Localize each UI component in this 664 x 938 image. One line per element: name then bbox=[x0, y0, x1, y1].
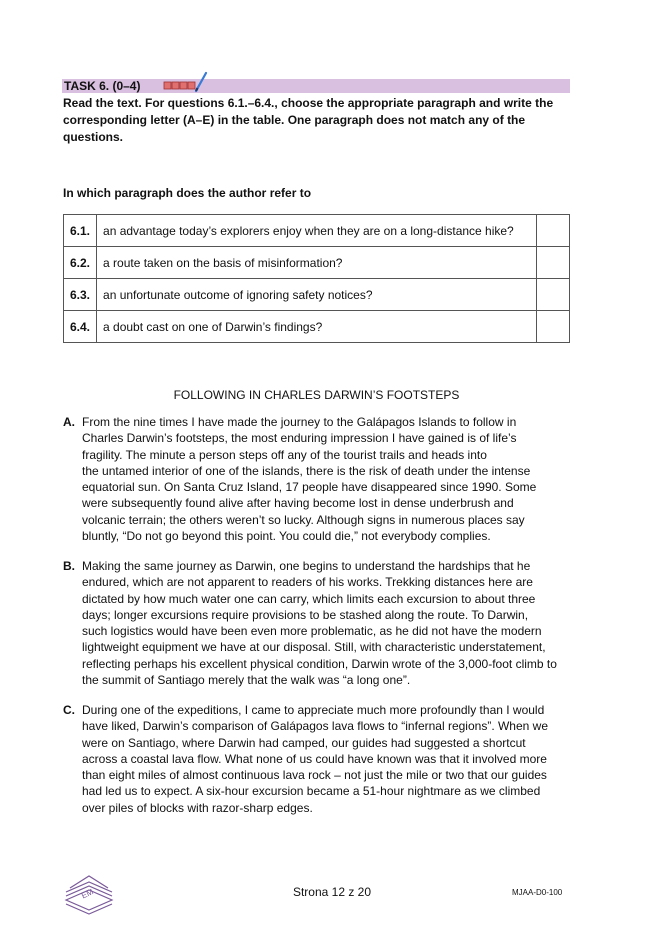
paragraph-line: Charles Darwin’s footsteps, the most enduring impression I have gained is of life’s bbox=[82, 431, 517, 446]
question-row bbox=[64, 279, 570, 311]
question-number: 6.3. bbox=[64, 279, 97, 311]
question-lead: In which paragraph does the author refer to bbox=[63, 186, 312, 200]
paragraph-line: across a coastal lava flow. What none of us could have known was that it involved more bbox=[82, 751, 547, 766]
paragraph-line: than eight miles of almost continuous lava rock – not just the mile or two that our guides bbox=[82, 768, 547, 783]
answer-cell[interactable] bbox=[537, 311, 570, 343]
document-code: MJAA-D0-100 bbox=[512, 888, 563, 897]
question-number: 6.4. bbox=[64, 311, 97, 343]
paragraph-b bbox=[63, 558, 572, 688]
answer-cell[interactable] bbox=[537, 247, 570, 279]
paragraph-line: such logistics would have been even more problematic, as he did not have the modern bbox=[82, 624, 542, 639]
question-number: 6.2. bbox=[64, 247, 97, 279]
paragraph-line: endured, which are not apparent to readers of his works. Trekking distances here are bbox=[82, 575, 533, 590]
paragraph-a bbox=[63, 414, 572, 544]
paragraph-line: the summit of Santiago merely that the walk was “a long one”. bbox=[82, 673, 411, 688]
paragraph-line: had led us to expect. A six-hour excursion became a 51-hour nightmare as we climbed bbox=[82, 784, 541, 799]
paragraph-line: days; longer excursions require provisions to be stashed along the route. To Darwin, bbox=[82, 607, 529, 622]
paragraph-line: From the nine times I have made the journey to the Galápagos Islands to follow in bbox=[82, 415, 517, 429]
paragraph-letter: A. bbox=[63, 415, 75, 429]
question-text: an unfortunate outcome of ignoring safety notices? bbox=[97, 279, 537, 311]
question-number: 6.1. bbox=[64, 215, 97, 247]
paragraph-line: over piles of blocks with razor-sharp edges. bbox=[82, 800, 313, 815]
question-text: a doubt cast on one of Darwin’s findings? bbox=[97, 311, 537, 343]
paragraph-line: have liked, Darwin’s comparison of Galápagos lava flows to “infernal regions”. When we bbox=[82, 719, 549, 734]
paragraph-line: Making the same journey as Darwin, one begins to understand the hardships that he bbox=[82, 559, 531, 573]
paragraph-line: fragility. The minute a person steps off any of the tourist trails and heads into bbox=[82, 447, 487, 462]
answer-cell[interactable] bbox=[537, 215, 570, 247]
question-row bbox=[64, 247, 570, 279]
paragraph-line: reflecting perhaps his excellent physical condition, Darwin wrote of the 3,000-foot climb to bbox=[82, 656, 557, 671]
paragraph-line: dictated by how much water one can carry, which limits each excursion to about three bbox=[82, 591, 536, 606]
paragraph-line: volcanic terrain; the others weren’t so lucky. Although signs in numerous places say bbox=[82, 512, 525, 527]
paragraph-line: the untamed interior of one of the islands, there is the risk of death under the intense bbox=[82, 463, 531, 478]
paragraph-letter: C. bbox=[63, 703, 75, 717]
question-row bbox=[64, 215, 570, 247]
score-boxes-pen-icon bbox=[162, 71, 210, 93]
paragraph-letter: B. bbox=[63, 559, 75, 573]
paragraph-line: bluntly, “Do not go beyond this point. You could die,” not everybody complies. bbox=[82, 529, 491, 544]
task-instructions: Read the text. For questions 6.1.–6.4., choose the appropriate paragraph and write the corresponding letter (A–E) in the table. One paragraph does not match any of the questions. bbox=[63, 96, 554, 144]
paragraph-c bbox=[63, 702, 572, 816]
paragraph-line: equatorial sun. On Santa Cruz Island, 17 people have disappeared since 1990. Some bbox=[82, 480, 537, 495]
question-row bbox=[64, 311, 570, 343]
page-number: Strona 12 z 20 bbox=[292, 885, 372, 899]
article-title: FOLLOWING IN CHARLES DARWIN’S FOOTSTEPS bbox=[173, 388, 460, 402]
question-text: an advantage today’s explorers enjoy when they are on a long-distance hike? bbox=[97, 215, 537, 247]
svg-text:EM: EM bbox=[80, 887, 95, 901]
paragraph-line: lightweight equipment we have at our disposal. Still, with characteristic understatement, bbox=[82, 640, 546, 655]
question-text: a route taken on the basis of misinformation? bbox=[97, 247, 537, 279]
answer-cell[interactable] bbox=[537, 279, 570, 311]
paragraph-line: were on Santiago, where Darwin had camped, our guides had suggested a shortcut bbox=[82, 735, 526, 750]
paragraph-line: During one of the expeditions, I came to appreciate much more profoundly than I would bbox=[82, 703, 545, 717]
task-title: TASK 6. (0–4) bbox=[64, 79, 141, 93]
paragraph-line: were subsequently found alive after having become lost in dense underbrush and bbox=[82, 496, 514, 511]
answer-table bbox=[63, 214, 570, 343]
